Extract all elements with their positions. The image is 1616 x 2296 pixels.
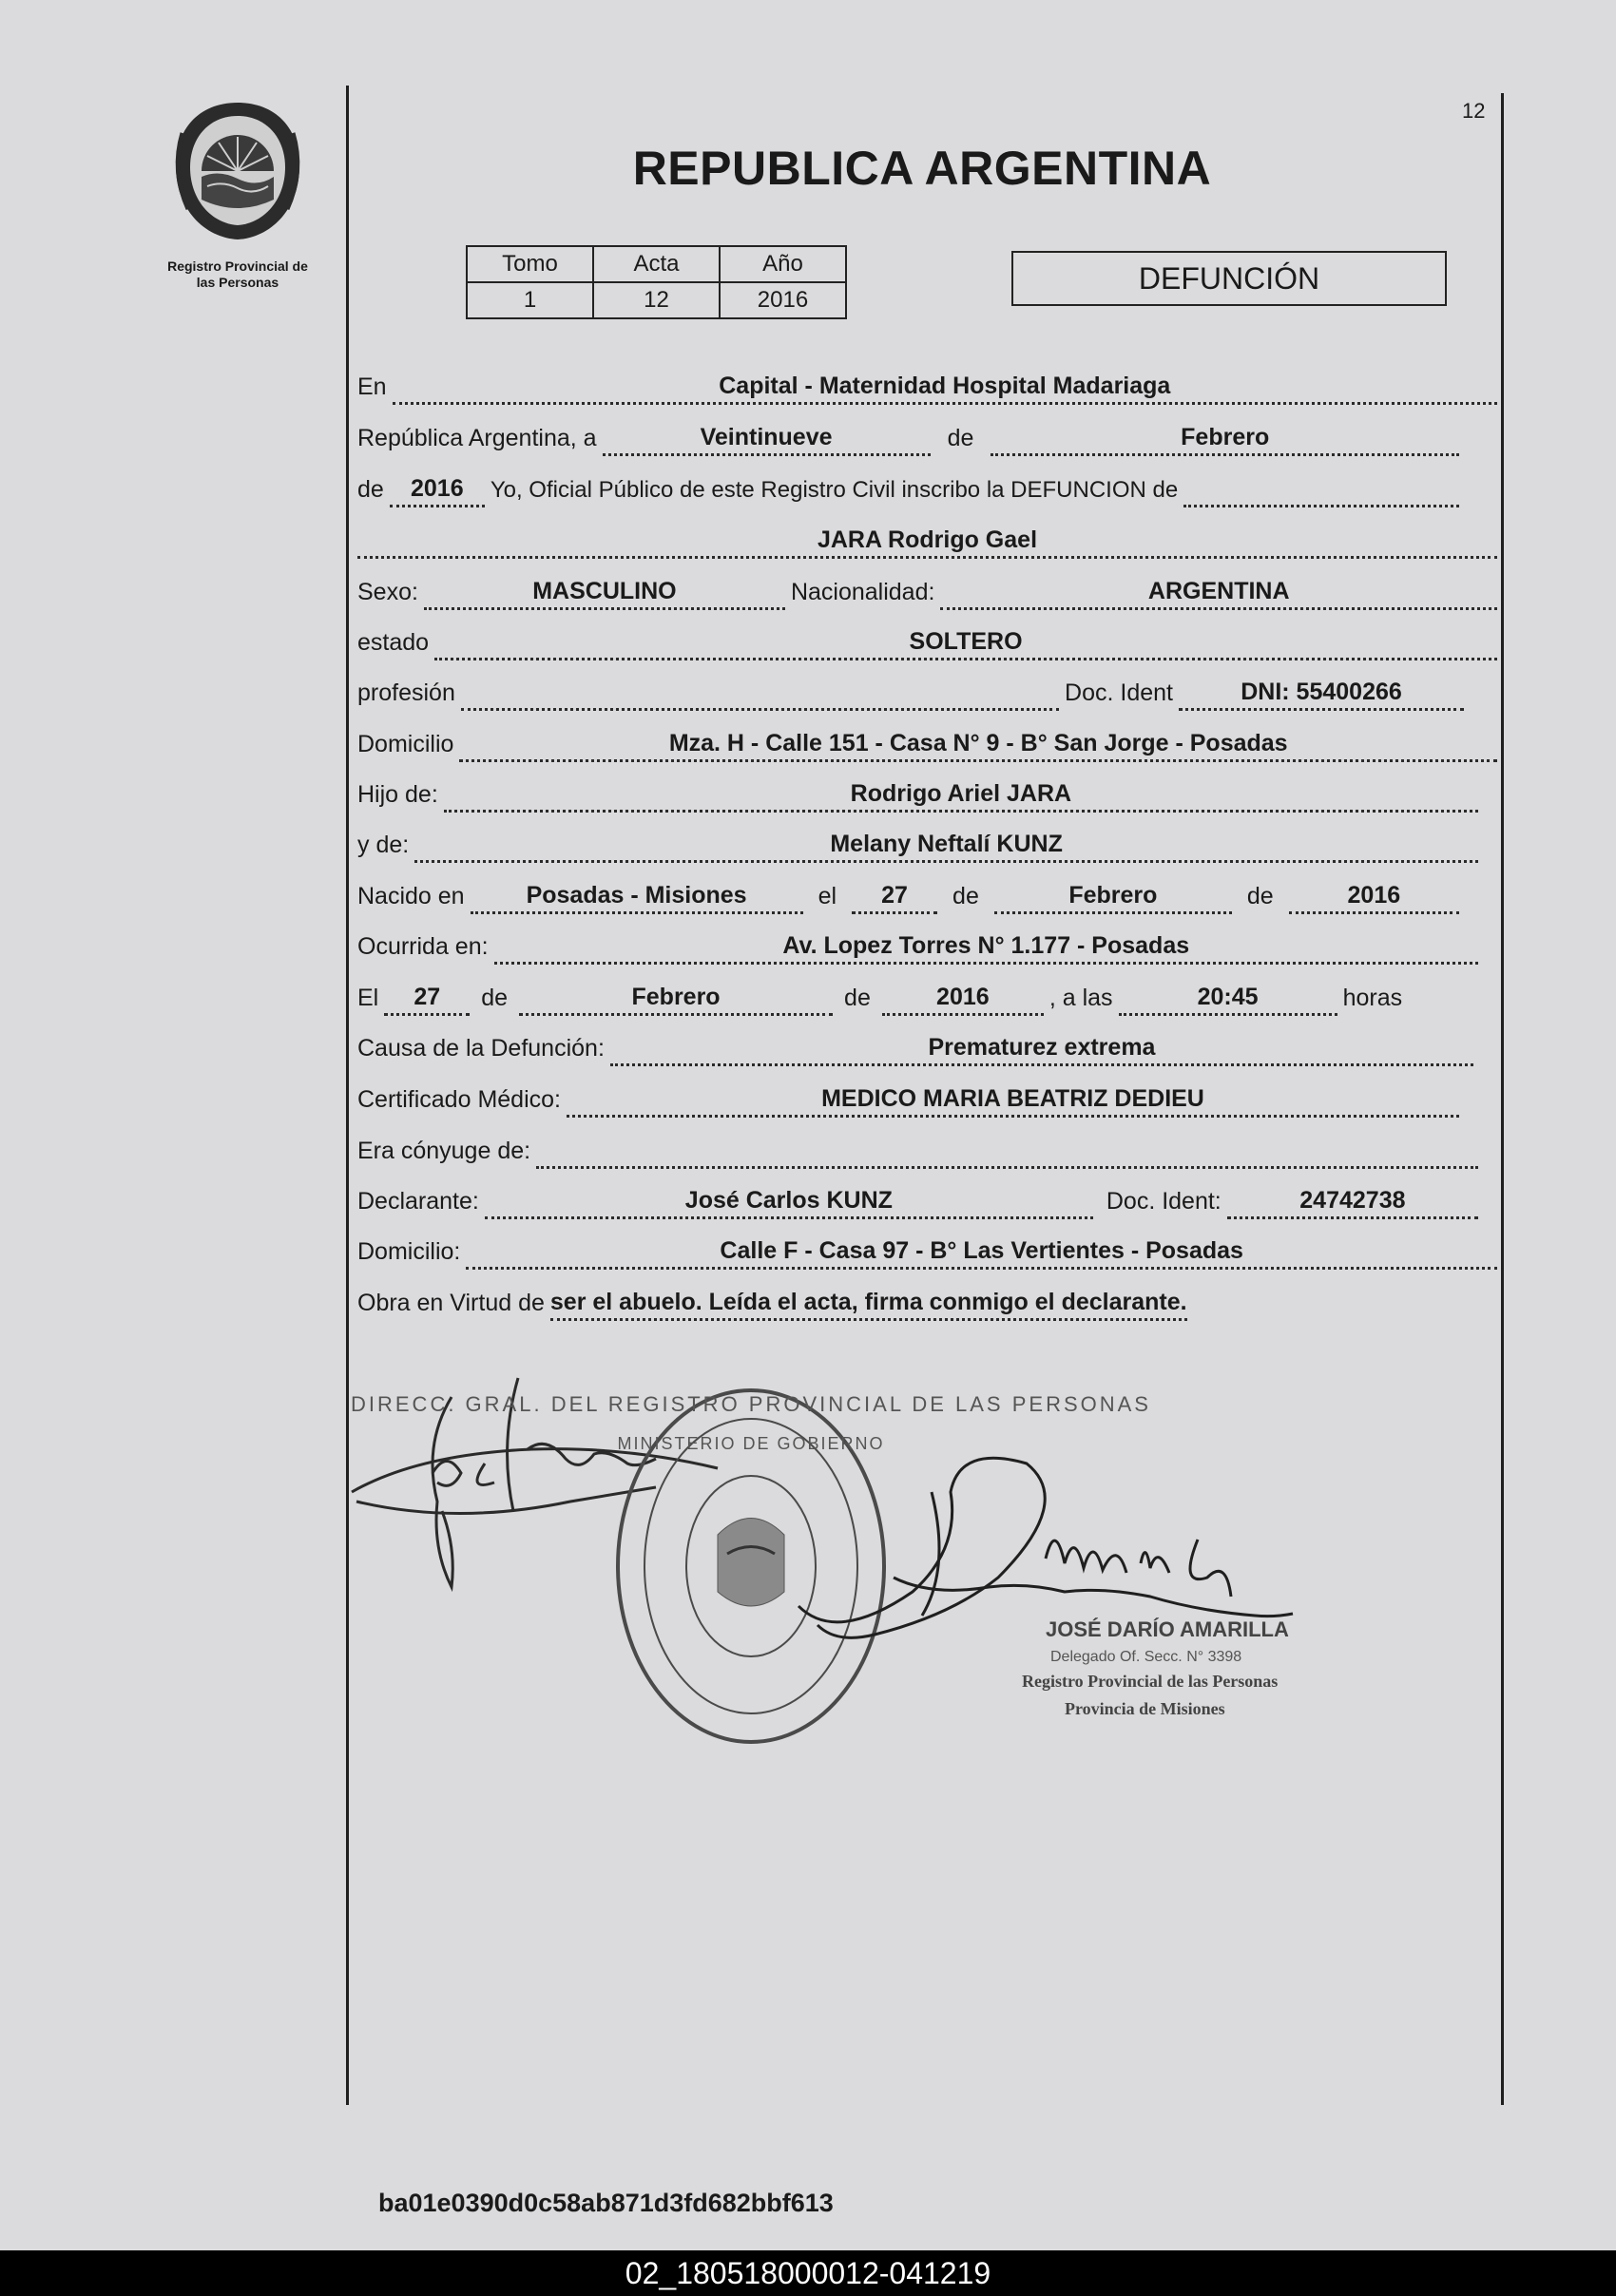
mes-value: Febrero [991,423,1459,456]
doc2-label: Doc. Ident: [1106,1188,1222,1215]
nacido-label: Nacido en [357,883,465,909]
de-label-6: de [844,985,871,1011]
hora-value: 20:45 [1119,983,1337,1016]
row-ocurrida [357,927,1484,965]
nacido-anio: 2016 [1289,881,1459,914]
ocurrida-value: Av. Lopez Torres N° 1.177 - Posadas [494,931,1478,965]
dia-value: Veintinueve [603,423,931,456]
row-causa [357,1028,1479,1066]
row-hijo [357,775,1484,813]
certificado-label: Certificado Médico: [357,1086,561,1113]
nombre-value: JARA Rodrigo Gael [357,526,1497,559]
row-certificado [357,1080,1465,1118]
yde-value: Melany Neftalí KUNZ [414,830,1478,863]
seal-caption-line2: las Personas [196,275,279,290]
republica-label: República Argentina, a [357,425,597,451]
yo-trailing-field [1183,503,1459,507]
sexo-label: Sexo: [357,579,418,605]
doc2-value: 24742738 [1227,1186,1478,1219]
yo-text: Yo, Oficial Público de este Registro Civil inscribo la DEFUNCION de [490,477,1179,503]
row-profesion [357,673,1470,711]
fallec-mes: Febrero [519,983,833,1016]
el-label: el [818,883,837,909]
tomo-value: 1 [467,282,593,318]
domicilio2-label: Domicilio: [357,1238,461,1265]
record-type-box: DEFUNCIÓN [1011,251,1447,306]
profesion-value [461,706,1059,711]
causa-value: Prematurez extrema [610,1033,1473,1066]
fallec-anio: 2016 [882,983,1044,1016]
anio-registro-value: 2016 [390,474,485,507]
page-number: 12 [1462,99,1486,123]
doc-value: DNI: 55400266 [1179,678,1464,711]
row-en [357,367,1503,405]
seal-caption-line1: Registro Provincial de [167,258,308,274]
horas-label: horas [1342,985,1403,1011]
estado-value: SOLTERO [434,627,1497,660]
row-estado [357,622,1503,660]
de-label-4: de [1246,883,1274,909]
row-yde [357,825,1484,863]
row-conyuge [357,1131,1484,1169]
domicilio-value: Mza. H - Calle 151 - Casa N° 9 - B° San Jorge - Posadas [459,729,1497,762]
official-title: Delegado Of. Secc. N° 3398 [1050,1649,1242,1665]
domicilio2-value: Calle F - Casa 97 - B° Las Vertientes - Posadas [466,1236,1497,1270]
official-registry: Registro Provincial de las Personas [1022,1672,1279,1691]
domicilio-label: Domicilio [357,731,454,757]
left-margin-line [346,86,349,2105]
conyuge-label: Era cónyuge de: [357,1138,531,1164]
fallec-dia: 27 [384,983,470,1016]
row-republica [357,418,1465,456]
declarante-label: Declarante: [357,1188,479,1215]
row-domicilio2 [357,1232,1503,1270]
alas-label: , a las [1048,985,1113,1011]
nacionalidad-value: ARGENTINA [940,577,1497,610]
sexo-value: MASCULINO [424,577,785,610]
anio-header: Año [720,246,846,282]
en-label: En [357,373,387,400]
footer-id: 02_180518000012-041219 [625,2256,991,2290]
row-yo [357,469,1465,507]
document-hash: ba01e0390d0c58ab871d3fd682bbf613 [378,2189,834,2217]
provincial-seal-logo [162,95,314,247]
row-declarante [357,1181,1484,1219]
de-label-1: de [947,425,974,451]
obra-label: Obra en Virtud de [357,1290,545,1316]
doc-label: Doc. Ident [1065,679,1173,706]
de-label-2: de [357,476,384,503]
seal-caption [133,258,342,291]
row-sexo [357,572,1503,610]
row-domicilio [357,724,1503,762]
en-value: Capital - Maternidad Hospital Madariaga [393,372,1497,405]
yde-label: y de: [357,832,410,858]
official-name: JOSÉ DARÍO AMARILLA [1046,1617,1289,1641]
estado-label: estado [357,629,430,656]
row-obra [357,1283,1327,1321]
reference-table [466,245,847,319]
nacido-value: Posadas - Misiones [471,881,803,914]
row-nacido [357,876,1465,914]
row-fecha-defuncion [357,978,1503,1016]
acta-header: Acta [593,246,720,282]
nacionalidad-label: Nacionalidad: [790,579,935,605]
acta-value: 12 [593,282,720,318]
de-label-5: de [481,985,509,1011]
anio-value: 2016 [720,282,846,318]
signature-area [342,1359,1483,1758]
official-province: Provincia de Misiones [1065,1699,1225,1718]
certificado-value: MEDICO MARIA BEATRIZ DEDIEU [567,1084,1459,1118]
hijo-value: Rodrigo Ariel JARA [444,779,1478,813]
stamp-outer-text: DIRECC. GRAL. DEL REGISTRO PROVINCIAL DE LAS PERSONAS [351,1392,1151,1416]
obra-value: ser el abuelo. Leída el acta, firma conmigo el declarante. [550,1288,1187,1321]
declarante-value: José Carlos KUNZ [485,1186,1093,1219]
ocurrida-label: Ocurrida en: [357,933,489,960]
stamp-inner-text: MINISTERIO DE GOBIERNO [617,1434,885,1453]
profesion-label: profesión [357,679,455,706]
row-nombre [357,521,1503,559]
nacido-dia: 27 [852,881,937,914]
nacido-mes: Febrero [994,881,1232,914]
hijo-label: Hijo de: [357,781,438,808]
official-signature [798,1458,1293,1637]
tomo-header: Tomo [467,246,593,282]
el2-label: El [357,985,379,1011]
document-title: REPUBLICA ARGENTINA [632,142,1212,195]
de-label-3: de [952,883,979,909]
causa-label: Causa de la Defunción: [357,1035,605,1062]
conyuge-value [536,1164,1478,1169]
